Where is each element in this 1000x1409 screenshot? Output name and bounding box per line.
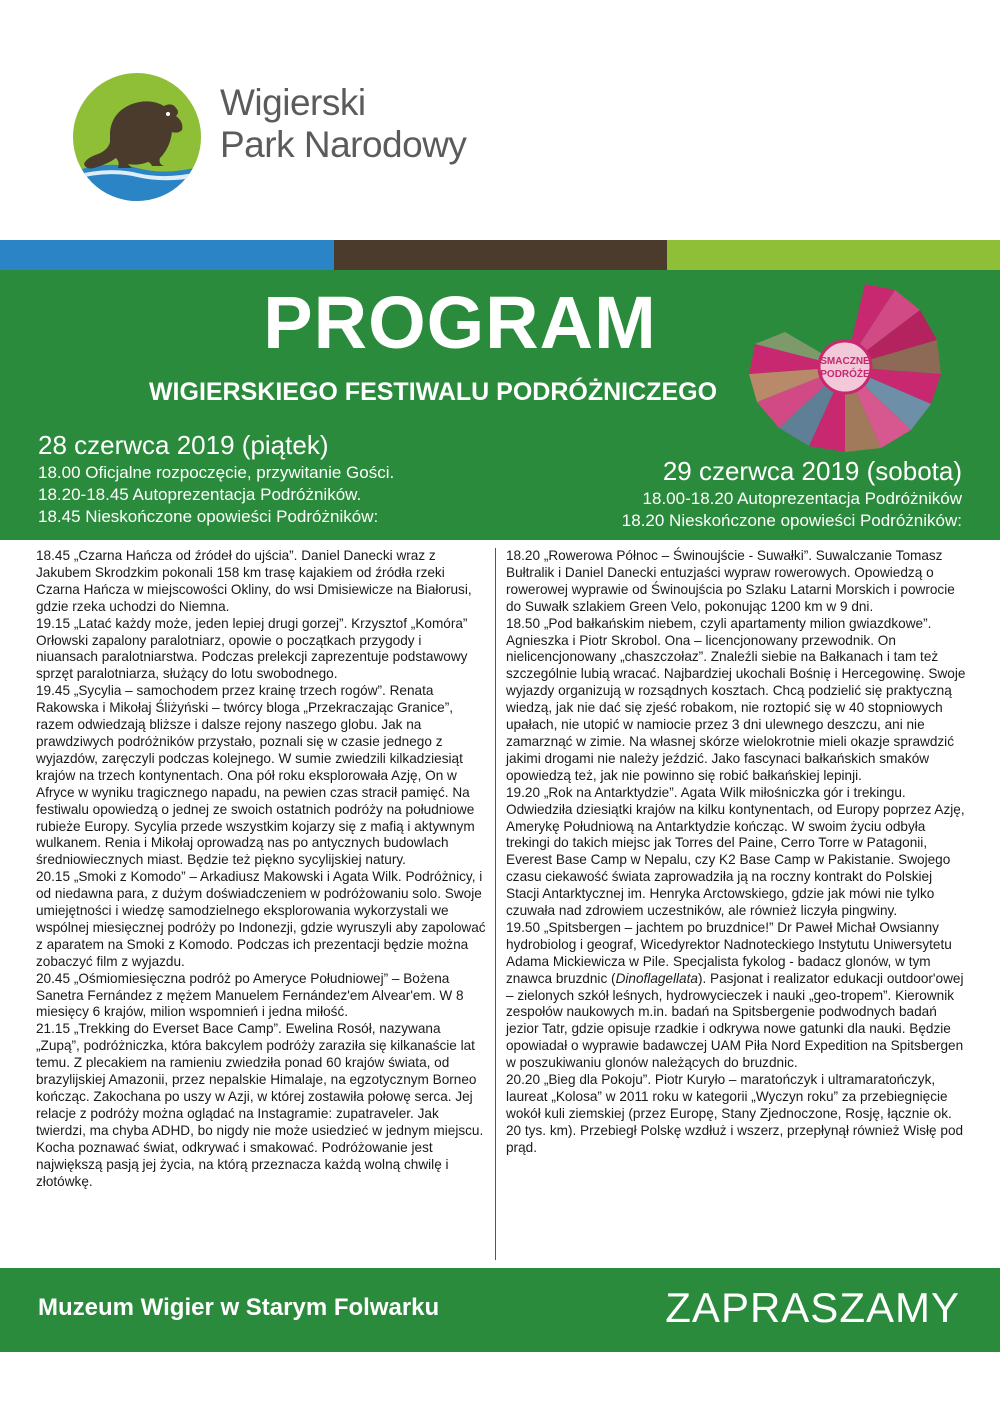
festival-subtitle: WIGIERSKIEGO FESTIWALU PODRÓŻNICZEGO: [148, 378, 718, 406]
stripe-lime: [667, 240, 1000, 270]
park-name-line1: Wigierski: [220, 82, 366, 123]
photo-collage-badge: [745, 282, 945, 452]
entry-text: „Rowerowa Północ – Świnoujście - Suwałki”. Suwalczanie Tomasz Bułtralik i Daniel Danecki entuzjaści wypraw rowerowych. Opowiedzą o rowerowej wyprawie od Świnoujścia po Szlaku Latarni Morskich i powrocie do Suwałk szlakiem Green Velo, pokonując 1200 km w 9 dni.: [506, 548, 955, 614]
entry-text: ). Pasjonat i realizator edukacji outdoor'owej – zielonych szkół leśnych, hydrowycieczek i nauki „geo-tropem”. Kierownik zespołów naukowych m.in. badań na Spitsbergenie podwodnych badań jezior Tatr, gdzie opisuje rzadkie i odkrywa nowe gatunki dla nauki. Będzie opowiadał o wyprawie badawczej UAM Piła Nord Expedition na Spitsbergen w poszukiwaniu glonów należących do bruzdnic.: [506, 970, 964, 1071]
entry-text: „Latać każdy może, jeden lepiej drugi gorzej”. Krzysztof „Komóra” Orłowski zapalony paralotniarz, opowie o początkach przygody i niuansach paralotniarstwa. Podczas prelekcji zaprezentuje podstawowy sprzęt paralotniarza, służący do lotu swobodnego.: [36, 615, 468, 682]
entry-text: „Pod bałkańskim niebem, czyli apartamenty milion gwiazdkowe”. Agnieszka i Piotr Skrobol. Ona – licencjonowany przewodnik. On nielicencjonowany „chaszczołaz”. Znaleźli siebie na Bałkanach i tam też szczególnie lubią wracać. Najbardziej ukochali Bośnię i Hercegowinę. Swoje wyjazdy organizują w rozsądnych kosztach. Chcą podzielić się praktyczną wiedzą, jak nie dać się zjeść robakom, nie roztopić się w 40 stopniowych upałach, nie utopić w namiocie przez 3 dni ulewnego deszczu, ani nie zamarznąć w zimie. Na własnej skórze wielokrotnie mieli okazje sprawdzić jakimi drogami nie należy jeździć. Jako fascynaci bałkańskich smaków opowiedzą też, jak nie powinno się robić bałkańskiej lepinji.: [506, 615, 966, 783]
footer-banner: [0, 1268, 1000, 1352]
program-entry: [506, 920, 968, 1072]
program-columns: [0, 548, 1000, 1260]
program-title: PROGRAM: [263, 281, 657, 364]
entry-text-italic: Dinoflagellata: [615, 970, 698, 986]
program-entry: [36, 616, 486, 684]
entry-text: „Ośmiomiesięczna podróż po Ameryce Południowej” – Bożena Sanetra Fernández z mężem Manuelem Fernández'em Alvear'em. W 8 miesięcy 6 krajów, milion wspomnień i jedna miłość.: [36, 970, 464, 1020]
day2-line: 18.00-18.20 Autoprezentacja Podróżników: [642, 489, 962, 508]
day1-line: 18.20-18.45 Autoprezentacja Podróżników.: [38, 485, 362, 504]
park-name: [220, 82, 466, 166]
program-entry: [36, 548, 486, 616]
column-divider: [495, 548, 496, 1260]
program-entry: [36, 1021, 486, 1190]
left-column: [36, 548, 486, 1190]
park-name-line2: Park Narodowy: [220, 124, 467, 165]
entry-time: 19.50: [506, 919, 541, 935]
color-stripe: [0, 240, 1000, 270]
program-entry: [506, 616, 968, 785]
program-banner: [0, 270, 1000, 540]
day2-schedule: [622, 454, 962, 532]
entry-time: 20.45: [36, 970, 71, 986]
stripe-blue: [0, 240, 334, 270]
entry-text: „Bieg dla Pokoju”. Piotr Kuryło – maratończyk i ultramaratończyk, laureat „Kolosa” w 2011 roku w kategorii „Wyczyn roku” za przebiegnięcie wokół kuli ziemskiej (przez Europę, Stany Zjednoczone, Rosję, łącznie ok. 20 tys. km). Przebiegł Polskę wzdłuż i wszerz, przepłynął również Wisłę pod prąd.: [506, 1072, 964, 1155]
program-entry: [36, 869, 486, 970]
entry-time: 19.20: [506, 784, 541, 800]
entry-time: 19.15: [36, 615, 71, 631]
header: [0, 0, 1000, 240]
entry-text: „Sycylia – samochodem przez krainę trzech rogów”. Renata Rakowska i Mikołaj Śliżyński – twórcy bloga „Przekraczając Granice”, razem odwiedzają bliższe i dalsze rejony naszego globu. Jak na prawdziwych podróżników przystało, poznali się w czasie jednego z wyjazdów, zaręczyli podczas kolejnego. W sumie zwiedzili kilkadziesiąt krajów na trzech kontynentach. Ona pół roku eksplorowała Azję, On w Afryce w wyniku tragicznego napadu, na pewien czas stracił pamięć. Na festiwalu opowiedzą o jednej ze swoich ostatnich podróży na południowe rubieże Europy. Sycylia przede wszystkim kojarzy się z mafią i aktywnym wulkanem. Renia i Mikołaj oprowadzą nas po antycznych budowlach średniowiecznych miast. Będzie też piękno sycylijskiej natury.: [36, 683, 475, 868]
beaver-icon: [72, 72, 202, 202]
program-entry: [506, 785, 968, 920]
day1-line: 18.45 Nieskończone opowieści Podróżników:: [38, 507, 379, 526]
day2-line: 18.20 Nieskończone opowieści Podróżników:: [621, 511, 962, 530]
entry-time: 18.50: [506, 615, 541, 631]
day1-schedule: [38, 428, 394, 528]
invite-text: ZAPRASZAMY: [665, 1284, 960, 1331]
entry-text: „Czarna Hańcza od źródeł do ujścia”. Daniel Danecki wraz z Jakubem Skrodzkim pokonali 158 km trasę kajakiem od źródła rzeki Czarna Hańcza w miejscowości Okliny, do wsi Dmisiewicze na Białorusi, gdzie rzeka uchodzi do Niemna.: [36, 548, 472, 614]
entry-time: 19.45: [36, 683, 71, 699]
stripe-brown: [334, 240, 667, 270]
entry-text: „Spitsbergen – jachtem po bruzdnice!” Dr Paweł Michał Owsianny hydrobiolog i geograf, Wicedyrektor Nadnoteckiego Instytutu Uniwersytetu Adama Mickiewicza w Pile. Specjalista fykolog - badacz glonów, w tym znawca bruzdnic (: [506, 919, 952, 986]
day1-date: 28 czerwca 2019 (piątek): [38, 430, 329, 460]
day2-date: 29 czerwca 2019 (sobota): [662, 456, 962, 486]
day1-line: 18.00 Oficjalne rozpoczęcie, przywitanie Gości.: [38, 463, 395, 482]
entry-text: „Smoki z Komodo” – Arkadiusz Makowski i Agata Wilk. Podróżnicy, i od niedawna para, z dużym doświadczeniem w podróżowaniu solo. Swoje umiejętności i wiedzę samodzielnego eksplorowania wykorzystali we wspólnej miesięcznej podróży po Indonezji, gdzie wyruszyli aby zapolować z aparatem na Smoki z Komodo. Podczas ich prezentacji będzie można zobaczyć film z wyjazdu.: [36, 869, 486, 969]
program-entry: [506, 1072, 968, 1157]
entry-time: 18.20: [506, 548, 541, 563]
entry-time: 20.15: [36, 869, 71, 885]
program-entry: [506, 548, 968, 616]
venue-name: Muzeum Wigier w Starym Folwarku: [38, 1294, 440, 1321]
program-entry: [36, 683, 486, 869]
badge-text-2: PODRÓŻE: [820, 369, 870, 380]
right-column: [506, 548, 968, 1157]
entry-text: „Trekking do Everset Bace Camp”. Ewelina Rosół, nazywana „Zupą”, podróżniczka, która bakcylem podróży zaraziła się kilkanaście lat temu. Z plecakiem na ramieniu zwiedziła ponad 60 krajów świata, od brazylijskiej Amazonii, przez nepalskie Himalaje, na egzotycznym Borneo kończąc. Zakochana po uszy w Azji, w której zostawiła połowę serca. Jej relacje z podróży można oglądać na Instagramie: zupatraveler. Jak twierdzi, ma chyba ADHD, bo nigdy nie może usiedzieć w jednym miejscu. Kocha poznawać świat, odkrywać i smakować. Podróżowanie jest największą pasją jej życia, na którą przeznacza każdą wolną chwilę i złotówkę.: [36, 1021, 484, 1189]
entry-time: 20.20: [506, 1072, 541, 1088]
entry-time: 18.45: [36, 548, 71, 563]
entry-text: „Rok na Antarktydzie”. Agata Wilk miłośniczka gór i trekingu. Odwiedziła dziesiątki krajów na kilku kontynentach, od Europy poprzez Azję, Amerykę Południową na Antarktydzie kończąc. W swoim życiu odbyła trekingi do takich miejsc jak Torres del Paine, Cerro Torre w Patagonii, Everest Base Camp w Nepalu, czy K2 Base Camp w Pakistanie. Swojego czasu ciekawość świata zaprowadziła ją na roczny kontrakt do Polskiej Stacji Antarktycznej im. Henryka Arctowskiego, gdzie jak mówi nie tylko czuwała nad zdrowiem uczestników, ale również liczyła pingwiny.: [506, 784, 965, 919]
badge-text-1: SMACZNE: [820, 356, 870, 367]
entry-time: 21.15: [36, 1021, 71, 1037]
program-entry: [36, 971, 486, 1022]
